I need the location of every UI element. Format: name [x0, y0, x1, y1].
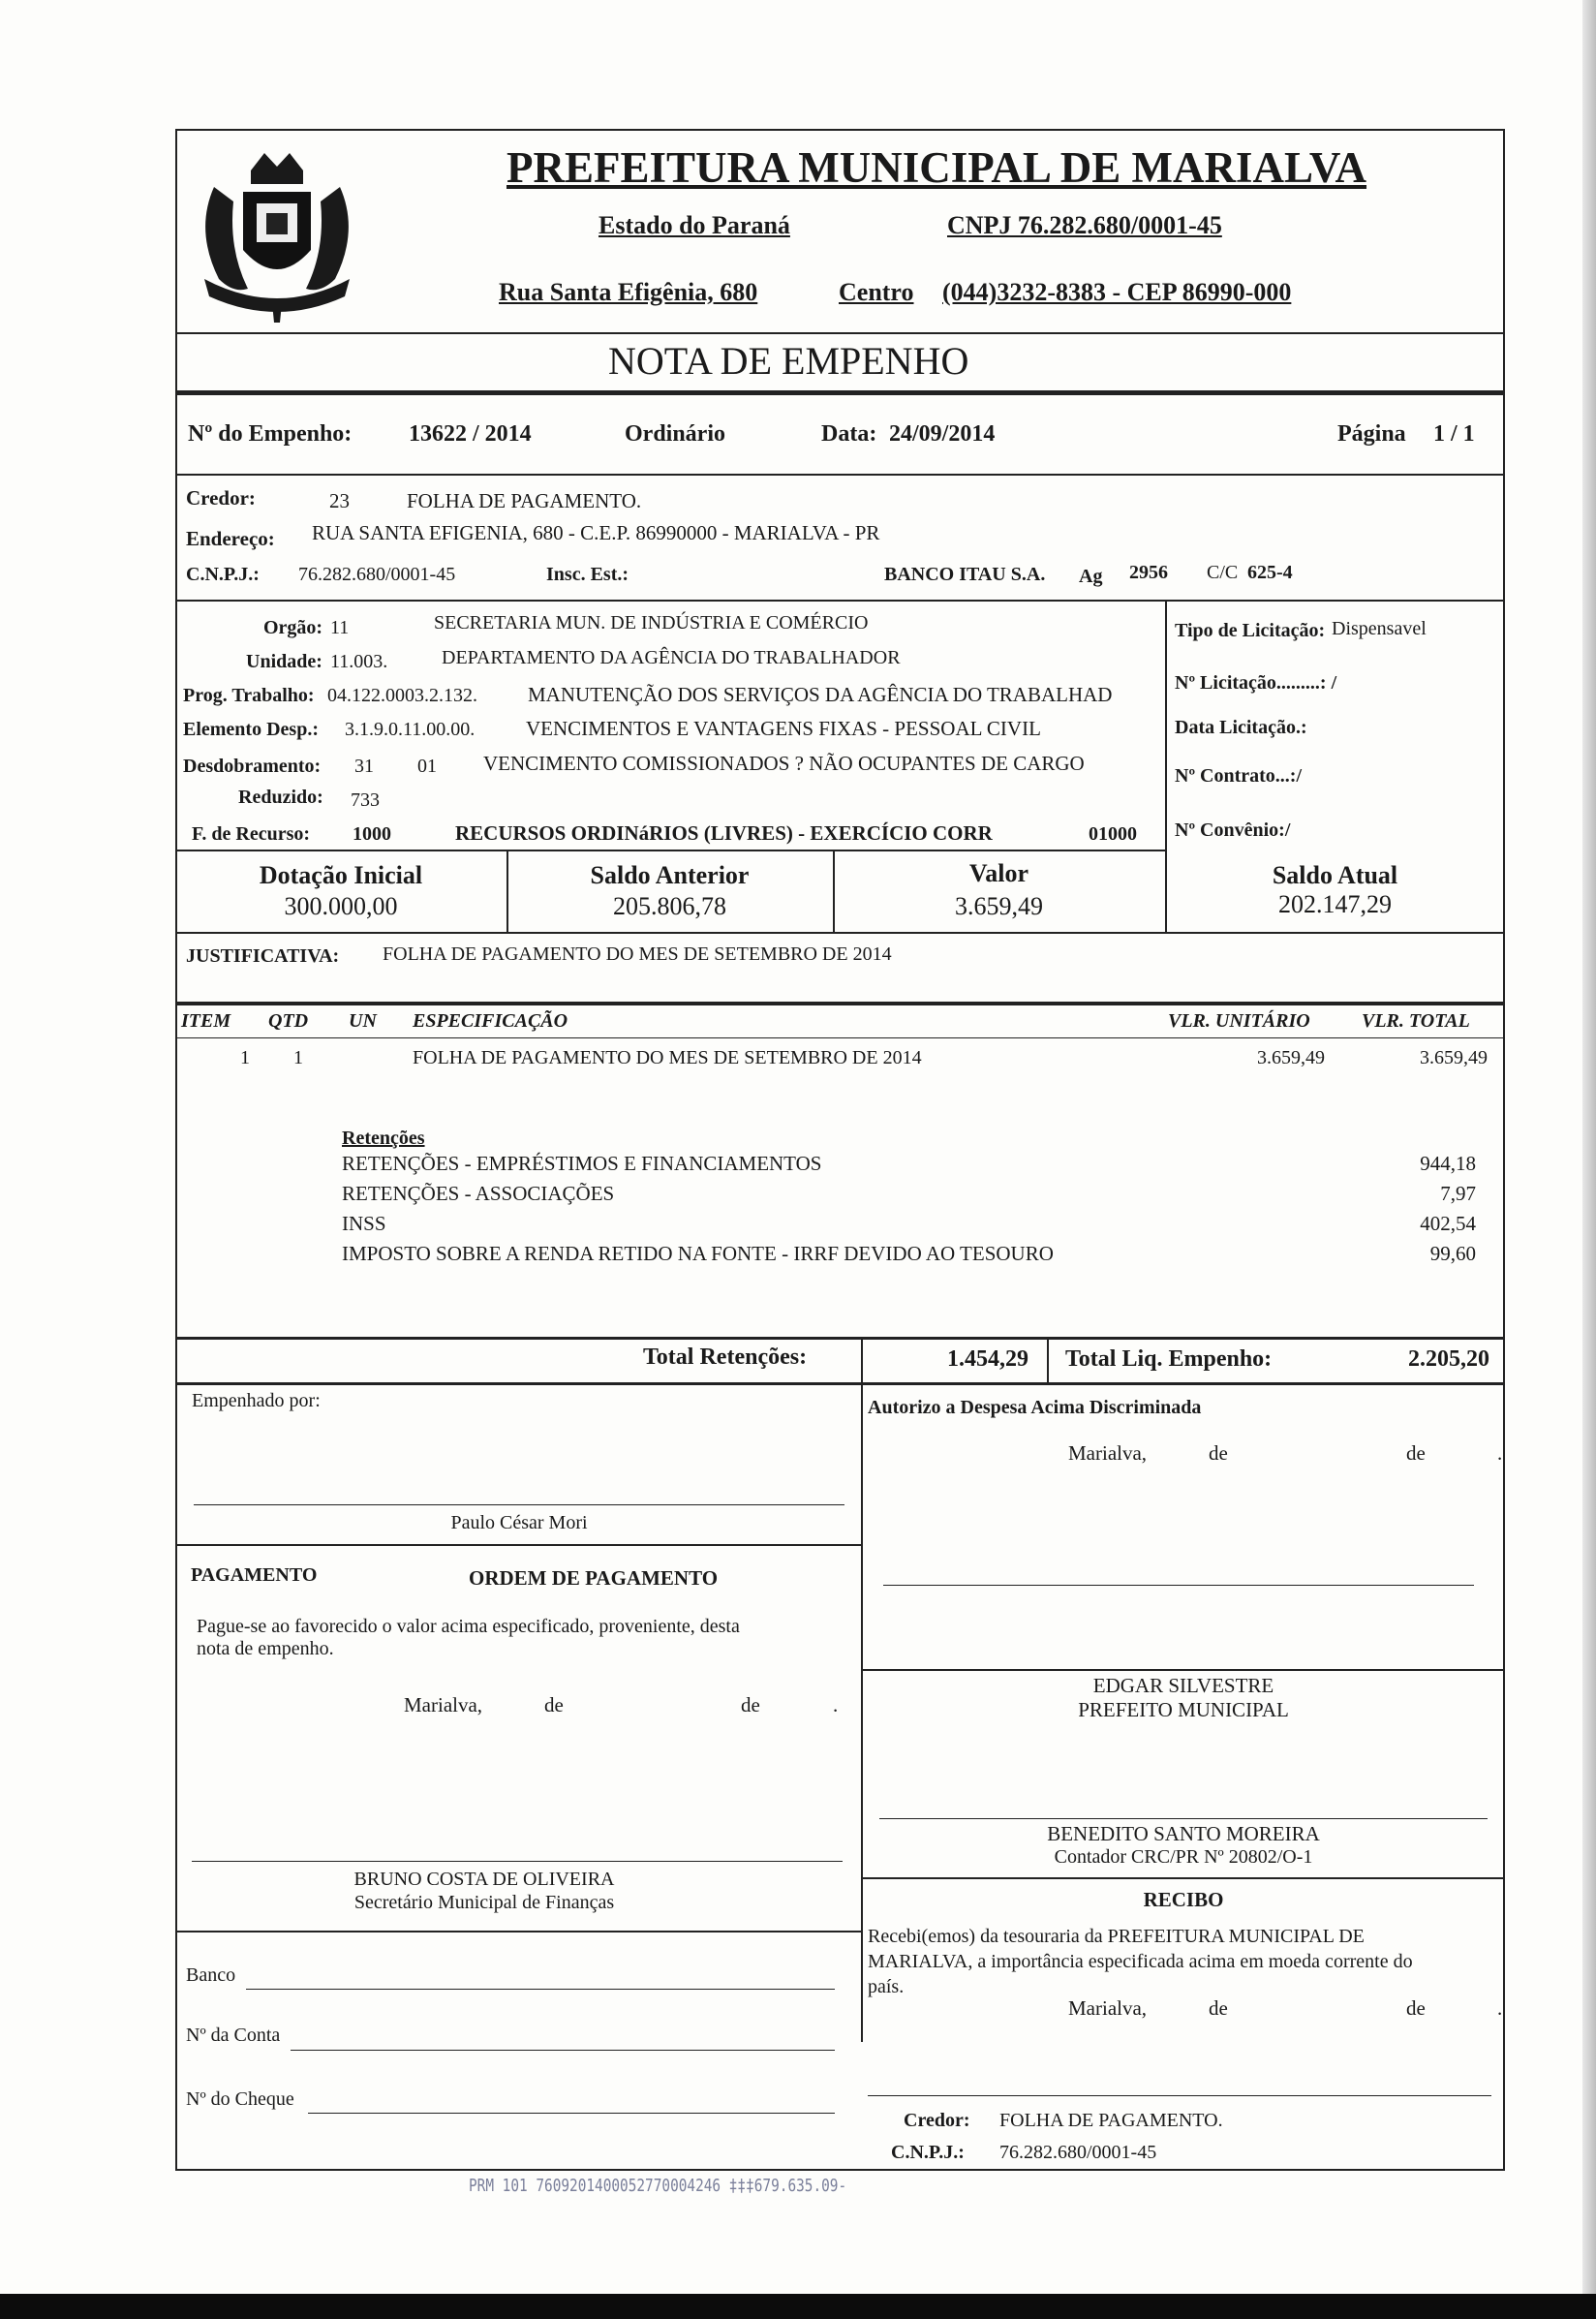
recibo-line-3: país. [868, 1976, 905, 1997]
empenhado-label: Empenhado por: [192, 1390, 321, 1411]
reduzido-label: Reduzido: [238, 787, 323, 808]
org-cnpj: CNPJ 76.282.680/0001-45 [947, 211, 1222, 239]
orgao-label: Orgão: [263, 617, 323, 638]
cheque-label: Nº do Cheque [186, 2088, 294, 2110]
col-total-value: VLR. TOTAL [1362, 1010, 1470, 1032]
credor-cnpj: 76.282.680/0001-45 [298, 564, 456, 585]
retencao-value: 99,60 [1429, 1242, 1476, 1265]
scan-bottom-edge [0, 2294, 1596, 2319]
retencao-value: 402,54 [1420, 1212, 1476, 1235]
retencao-desc: RETENÇÕES - ASSOCIAÇÕES [342, 1182, 615, 1205]
pagamento-de1: de [544, 1693, 564, 1716]
agency-number: 2956 [1129, 562, 1168, 583]
prog-name: MANUTENÇÃO DOS SERVIÇOS DA AGÊNCIA DO TRABALHAD [528, 683, 1113, 706]
saldo-anterior-label: Saldo Anterior [590, 861, 750, 889]
recibo-line-1: Recebi(emos) da tesouraria da PREFEITURA MUNICIPAL DE [868, 1926, 1365, 1947]
total-liquido-label: Total Liq. Empenho: [1065, 1346, 1273, 1372]
secretario-role: Secretário Municipal de Finanças [353, 1892, 615, 1913]
saldo-atual-value: 202.147,29 [1278, 890, 1392, 918]
desdobramento-code2: 01 [417, 756, 437, 777]
autorizo-city: Marialva, [1068, 1441, 1148, 1465]
saldo-anterior-value: 205.806,78 [613, 892, 726, 920]
pagamento-city: Marialva, [404, 1693, 483, 1716]
autorizo-label: Autorizo a Despesa Acima Discriminada [868, 1397, 1202, 1418]
retencao-desc: INSS [342, 1212, 386, 1235]
elemento-name: VENCIMENTOS E VANTAGENS FIXAS - PESSOAL CIVIL [526, 717, 1041, 740]
recibo-dot: . [1497, 1996, 1503, 2020]
prefeito-role: PREFEITO MUNICIPAL [1078, 1698, 1289, 1721]
recibo-de2: de [1406, 1996, 1426, 2020]
recibo-line-2: MARIALVA, a importância especificada acima em moeda corrente do [868, 1951, 1413, 1972]
recibo-credor-name: FOLHA DE PAGAMENTO. [999, 2110, 1223, 2131]
col-qtd: QTD [268, 1010, 309, 1032]
bank-name: BANCO ITAU S.A. [884, 564, 1046, 585]
credor-address: RUA SANTA EFIGENIA, 680 - C.E.P. 86990000 - MARIALVA - PR [312, 521, 880, 544]
desdobramento-name: VENCIMENTO COMISSIONADOS ? NÃO OCUPANTES DE CARGO [483, 752, 1085, 775]
row-qtd: 1 [293, 1047, 303, 1068]
recibo-credor-label: Credor: [904, 2110, 970, 2131]
dotacao-inicial-value: 300.000,00 [284, 892, 398, 920]
row-unit-value: 3.659,49 [1257, 1047, 1325, 1068]
retencao-desc: RETENÇÕES - EMPRÉSTIMOS E FINANCIAMENTOS [342, 1152, 822, 1175]
empenho-number: 13622 / 2014 [409, 421, 532, 447]
page-number: 1 / 1 [1433, 421, 1475, 447]
valor-value: 3.659,49 [955, 892, 1043, 920]
credor-cnpj-label: C.N.P.J.: [186, 564, 260, 585]
footer-auth-code: PRM 101 7609201400052770004246 ‡‡‡679.635.09- [469, 2176, 847, 2196]
page-label: Página [1337, 421, 1406, 447]
recibo-title: RECIBO [1143, 1888, 1224, 1911]
elemento-code: 3.1.9.0.11.00.00. [345, 719, 476, 740]
contador-role: Contador CRC/PR Nº 20802/O-1 [1054, 1846, 1313, 1868]
pagamento-label: PAGAMENTO [191, 1564, 318, 1586]
ordem-pagamento-title: ORDEM DE PAGAMENTO [469, 1566, 719, 1590]
justificativa-label: JUSTIFICATIVA: [186, 945, 340, 967]
tipo-licitacao-label: Tipo de Licitação: [1175, 620, 1326, 641]
recurso-code2: 01000 [1089, 823, 1137, 845]
col-un: UN [349, 1010, 377, 1032]
total-liquido-value: 2.205,20 [1408, 1346, 1489, 1372]
doc-title: NOTA DE EMPENHO [608, 339, 969, 383]
empenhado-name: Paulo César Mori [450, 1512, 588, 1533]
recurso-label: F. de Recurso: [192, 823, 311, 845]
recibo-cnpj-label: C.N.P.J.: [891, 2142, 965, 2163]
numero-licitacao-label: Nº Licitação.........: / [1175, 672, 1337, 694]
street-address: Rua Santa Efigênia, 680 [499, 278, 758, 306]
recibo-cnpj: 76.282.680/0001-45 [999, 2142, 1157, 2163]
tipo-licitacao: Dispensavel [1332, 618, 1427, 639]
autorizo-de2: de [1406, 1441, 1426, 1465]
justificativa-text: FOLHA DE PAGAMENTO DO MES DE SETEMBRO DE 2014 [383, 943, 892, 965]
contador-name: BENEDITO SANTO MOREIRA [1047, 1822, 1320, 1845]
autorizo-dot: . [1497, 1441, 1503, 1465]
empenho-number-label: Nº do Empenho: [188, 421, 353, 447]
total-retencoes-label: Total Retenções: [643, 1345, 808, 1370]
credor-code: 23 [329, 489, 350, 512]
unidade-label: Unidade: [246, 651, 322, 672]
empenho-type: Ordinário [625, 421, 726, 447]
recibo-city: Marialva, [1068, 1996, 1148, 2020]
credor-label: Credor: [186, 486, 256, 510]
secretario-name: BRUNO COSTA DE OLIVEIRA [353, 1869, 615, 1890]
retencao-value: 7,97 [1440, 1182, 1476, 1205]
col-spec: ESPECIFICAÇÃO [413, 1010, 568, 1032]
recibo-de1: de [1209, 1996, 1228, 2020]
prog-code: 04.122.0003.2.132. [327, 685, 477, 706]
orgao-code: 11 [330, 617, 350, 638]
account-number: 625-4 [1247, 562, 1293, 583]
elemento-label: Elemento Desp.: [183, 719, 319, 740]
unidade-name: DEPARTAMENTO DA AGÊNCIA DO TRABALHADOR [442, 647, 901, 668]
endereco-label: Endereço: [186, 527, 275, 550]
scan-edge [1582, 0, 1596, 2319]
prefeito-name: EDGAR SILVESTRE [1092, 1674, 1274, 1697]
recurso-code: 1000 [353, 823, 391, 845]
row-item: 1 [240, 1047, 250, 1068]
desdobramento-code1: 31 [354, 756, 374, 777]
contrato-label: Nº Contrato...:/ [1175, 765, 1303, 787]
insc-est-label: Insc. Est.: [546, 564, 629, 585]
retencao-value: 944,18 [1420, 1152, 1476, 1175]
empenho-date: 24/09/2014 [889, 421, 996, 447]
row-total-value: 3.659,49 [1420, 1047, 1488, 1068]
agency-label: Ag [1079, 566, 1103, 587]
phone-cep: (044)3232-8383 - CEP 86990-000 [942, 278, 1292, 306]
data-licitacao-label: Data Licitação.: [1175, 717, 1307, 738]
pagamento-text-2: nota de empenho. [197, 1638, 334, 1659]
unidade-code: 11.003. [330, 651, 388, 672]
banco-label: Banco [186, 1964, 236, 1986]
valor-label: Valor [968, 859, 1029, 887]
col-item: ITEM [181, 1010, 231, 1032]
saldo-atual-label: Saldo Atual [1272, 861, 1398, 889]
pagamento-dot: . [833, 1693, 839, 1716]
orgao-name: SECRETARIA MUN. DE INDÚSTRIA E COMÉRCIO [434, 612, 869, 634]
retencao-desc: IMPOSTO SOBRE A RENDA RETIDO NA FONTE - IRRF DEVIDO AO TESOURO [342, 1242, 1054, 1265]
reduzido-value: 733 [351, 789, 380, 811]
credor-name: FOLHA DE PAGAMENTO. [407, 489, 642, 512]
desdobramento-label: Desdobramento: [183, 756, 322, 777]
account-label: C/C [1207, 562, 1239, 583]
org-title: PREFEITURA MUNICIPAL DE MARIALVA [506, 143, 1367, 192]
date-label: Data: [821, 421, 877, 447]
pagamento-text-1: Pague-se ao favorecido o valor acima especificado, proveniente, desta [197, 1616, 740, 1637]
prog-label: Prog. Trabalho: [183, 685, 315, 706]
district: Centro [839, 278, 914, 306]
conta-label: Nº da Conta [186, 2025, 281, 2046]
total-retencoes-value: 1.454,29 [947, 1346, 1028, 1372]
dotacao-inicial-label: Dotação Inicial [259, 861, 423, 889]
retencoes-title: Retenções [342, 1128, 425, 1149]
convenio-label: Nº Convênio:/ [1175, 819, 1291, 841]
state-name: Estado do Paraná [598, 211, 790, 239]
row-spec: FOLHA DE PAGAMENTO DO MES DE SETEMBRO DE 2014 [413, 1047, 922, 1068]
autorizo-de1: de [1209, 1441, 1228, 1465]
recurso-name: RECURSOS ORDINáRIOS (LIVRES) - EXERCÍCIO CORR [455, 821, 993, 845]
col-unit-value: VLR. UNITÁRIO [1168, 1010, 1310, 1032]
pagamento-de2: de [741, 1693, 760, 1716]
